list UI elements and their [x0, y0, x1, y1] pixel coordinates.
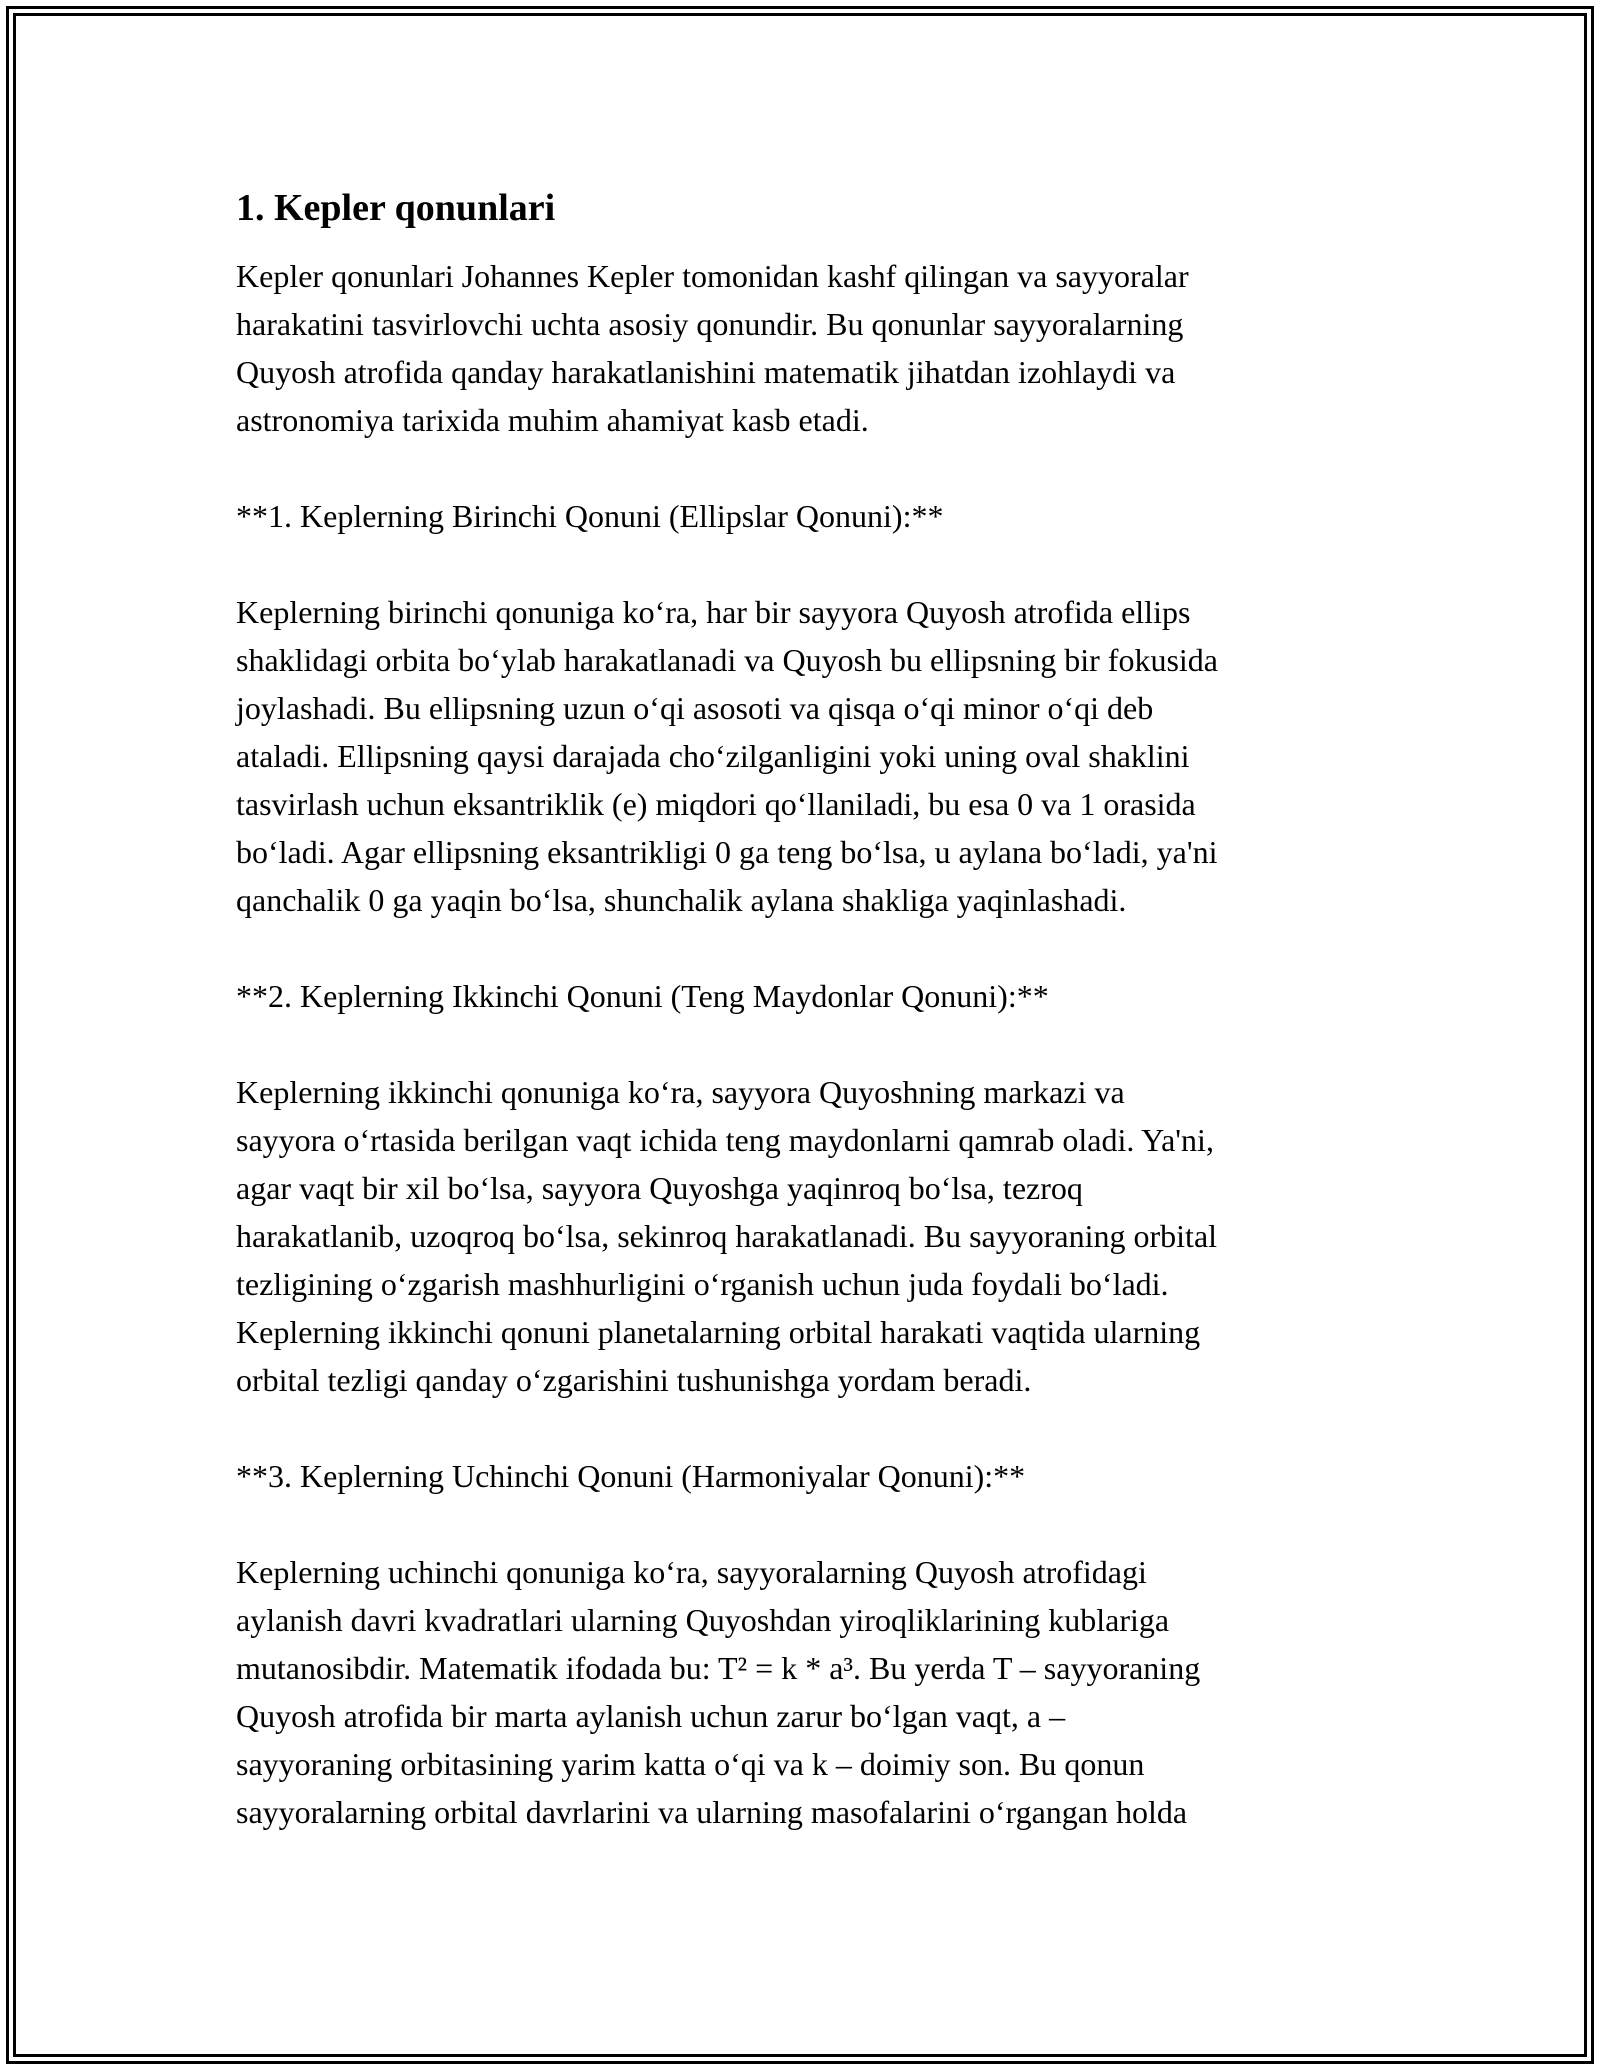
law1-paragraph	[236, 588, 1376, 924]
text-line: agar vaqt bir xil bo‘lsa, sayyora Quyoshga yaqinroq bo‘lsa, tezroq	[236, 1170, 1083, 1206]
text-line: Keplerning ikkinchi qonuniga ko‘ra, sayyora Quyoshning markazi va	[236, 1074, 1125, 1110]
text-line: mutanosibdir. Matematik ifodada bu: T² = k * a³. Bu yerda T – sayyoraning	[236, 1650, 1201, 1686]
law1-heading: **1. Keplerning Birinchi Qonuni (Ellipslar Qonuni):**	[236, 498, 944, 534]
text-line: qanchalik 0 ga yaqin bo‘lsa, shunchalik aylana shakliga yaqinlashadi.	[236, 882, 1127, 918]
text-line: sayyoraning orbitasining yarim katta o‘qi va k – doimiy son. Bu qonun	[236, 1746, 1145, 1782]
text-line: bo‘ladi. Agar ellipsning eksantrikligi 0 ga teng bo‘lsa, u aylana bo‘ladi, ya'ni	[236, 834, 1218, 870]
text-line: harakatini tasvirlovchi uchta asosiy qonundir. Bu qonunlar sayyoralarning	[236, 306, 1184, 342]
text-line: aylanish davri kvadratlari ularning Quyoshdan yiroqliklarining kublariga	[236, 1602, 1170, 1638]
text-line: Keplerning birinchi qonuniga ko‘ra, har bir sayyora Quyosh atrofida ellips	[236, 594, 1191, 630]
law2-heading: **2. Keplerning Ikkinchi Qonuni (Teng Maydonlar Qonuni):**	[236, 978, 1049, 1014]
text-line: tezligining o‘zgarish mashhurligini o‘rganish uchun juda foydali bo‘ladi.	[236, 1266, 1169, 1302]
text-line: Keplerning ikkinchi qonuni planetalarning orbital harakati vaqtida ularning	[236, 1314, 1201, 1350]
law3-paragraph	[236, 1548, 1376, 1836]
text-line: sayyoralarning orbital davrlarini va ularning masofalarini o‘rgangan holda	[236, 1794, 1188, 1830]
text-line: Kepler qonunlari Johannes Kepler tomonidan kashf qilingan va sayyoralar	[236, 258, 1189, 294]
text-line: tasvirlash uchun eksantriklik (e) miqdori qo‘llaniladi, bu esa 0 va 1 orasida	[236, 786, 1196, 822]
law2-paragraph	[236, 1068, 1376, 1404]
text-line: orbital tezligi qanday o‘zgarishini tushunishga yordam beradi.	[236, 1362, 1032, 1398]
text-line: astronomiya tarixida muhim ahamiyat kasb etadi.	[236, 402, 869, 438]
text-line: Quyosh atrofida qanday harakatlanishini matematik jihatdan izohlaydi va	[236, 354, 1176, 390]
law3-heading: **3. Keplerning Uchinchi Qonuni (Harmoniyalar Qonuni):**	[236, 1458, 1026, 1494]
text-line: Quyosh atrofida bir marta aylanish uchun zarur bo‘lgan vaqt, a –	[236, 1698, 1066, 1734]
document-title: 1. Kepler qonunlari	[236, 187, 556, 229]
text-line: Keplerning uchinchi qonuniga ko‘ra, sayyoralarning Quyosh atrofidagi	[236, 1554, 1147, 1590]
text-line: shaklidagi orbita bo‘ylab harakatlanadi va Quyosh bu ellipsning bir fokusida	[236, 642, 1218, 678]
document-body	[236, 184, 1376, 1884]
text-line: joylashadi. Bu ellipsning uzun o‘qi asosoti va qisqa o‘qi minor o‘qi deb	[236, 690, 1154, 726]
text-line: sayyora o‘rtasida berilgan vaqt ichida teng maydonlarni qamrab oladi. Ya'ni,	[236, 1122, 1214, 1158]
text-line: ataladi. Ellipsning qaysi darajada cho‘zilganligini yoki uning oval shaklini	[236, 738, 1190, 774]
intro-paragraph	[236, 252, 1376, 444]
text-line: harakatlanib, uzoqroq bo‘lsa, sekinroq harakatlanadi. Bu sayyoraning orbital	[236, 1218, 1218, 1254]
